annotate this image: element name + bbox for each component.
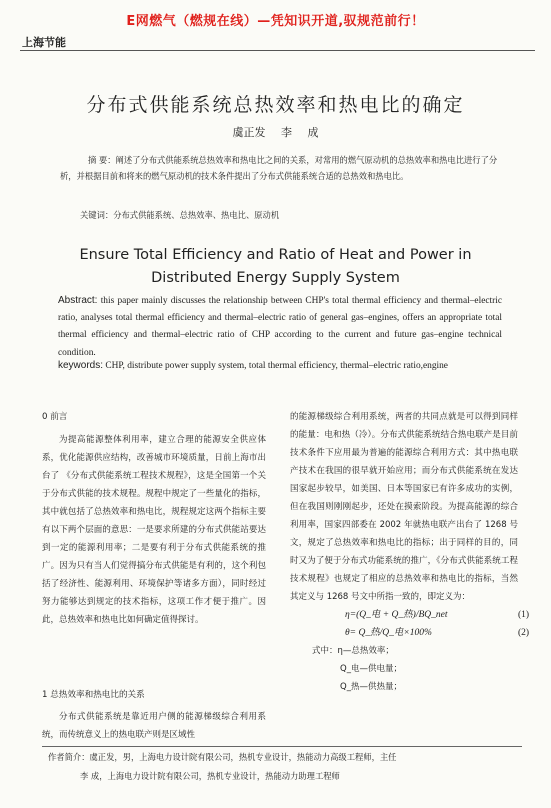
site-banner: E网燃气（燃规在线）—凭知识开道,驭规范前行！ (126, 14, 425, 29)
formula-2 (290, 624, 530, 642)
formula-1-number: (1) (518, 610, 530, 620)
paper-title-en (0, 244, 551, 290)
keywords-en (58, 357, 502, 375)
section-0-heading: 0 前言 (42, 412, 68, 422)
journal-name: 上海节能 (22, 36, 66, 49)
abstract-en-label: Abstract: (58, 295, 98, 306)
header-rule (20, 50, 535, 51)
keywords-en-label: keywords: (58, 360, 104, 371)
section-0 (42, 408, 266, 629)
title-en-line-1: Ensure Total Efficiency and Ratio of Heat and Power in (79, 247, 472, 263)
definition-1: Q_电—供电量； (340, 664, 402, 674)
section-1 (42, 686, 266, 744)
section-1-heading: 1 总热效率和热电比的关系 (42, 690, 145, 700)
title-en-line-2: Distributed Energy Supply System (151, 270, 400, 286)
paper-title-cn: 分布式供能系统总热效率和热电比的确定 (86, 94, 465, 116)
keywords-cn: 关键词：分布式供能系统、总热效率、热电比、原动机 (80, 210, 280, 220)
section-0-paragraph: 为提高能源整体利用率，建立合理的能源安全供应体系，优化能源供应结构，改善城市环境质量，日前上海市出台了 《分布式供能系统工程技术规程》，这是全国第一个关于分布式供能的技术规程。规程中规定了一些量化的指标，其中就包括了总热效率和热电比，规程规定这两个指标主要有以下两个层面的意思：一是要求所建的分布式供能站要达到一定的能源利用率；二是要有利于分布式供能系统的推广。因为只有当人们觉得搞分布式供能是有利的，这个利包括了经济性、能源利用、环境保护等诸多方面），同时经过努力能够达到规定的技术指标，这项工作才便于推广。因此，总热效率和热电比如何确定值得探讨。 (42, 435, 266, 625)
formula-1-expression: η=(Q_电 + Q_热)/BQ_net (345, 610, 448, 620)
definition-2: Q_热—供热量； (340, 682, 402, 692)
section-1-paragraph: 分布式供能系统是靠近用户侧的能源梯级综合利用系统，而传统意义上的热电联产则是区域性 (42, 712, 266, 740)
keywords-en-text: CHP, distribute power supply system, total thermal efficiency, thermal–electric ratio,engine (105, 361, 448, 371)
author-footnote-1: 作者简介：虞正发，男，上海电力设计院有限公司，热机专业设计，热能动力高级工程师，主任 (48, 752, 397, 762)
author-footnote-2: 李 成，上海电力设计院有限公司，热机专业设计，热能动力助理工程师 (80, 771, 340, 781)
footnote-rule (42, 746, 522, 747)
formula-2-number: (2) (518, 628, 530, 638)
variable-definitions (290, 642, 518, 696)
formula-1 (290, 606, 530, 624)
abstract-en (58, 292, 502, 362)
abstract-cn: 摘 要：阐述了分布式供能系统总热效率和热电比之间的关系，对常用的燃气原动机的总热效率和热电比进行了分析，并根据目前和将来的燃气原动机的技术条件提出了分布式供能系统合适的总热效和热电比。 (60, 155, 498, 181)
definitions-intro: 式中：η—总热效率； (312, 646, 394, 656)
right-column-paragraph: 的能源梯级综合利用系统，两者的共同点就是可以得到同样的能量：电和热（冷）。分布式供能系统结合热电联产是目前技术条件下应用最为普遍的能源综合利用方式：其中热电联产技术在我国的很早就开始应用；而分布式供能系统在发达国家起步较早，如美国、日本等国家已有许多成功的实例，但在我国则刚刚起步，还处在摸索阶段。为提高能源的综合利用率，国家四部委在 2002 年就热电联产出台了 1268 号文，规定了总热效率和热电比的指标；出于同样的目的，同时又为了便于分布式功能系统的推广，《分布式供能系统工程技术规程》也规定了相应的总热效率和热电比的指标，当然其定义与 1268 号文中所指一致的，即定义为： (290, 412, 518, 602)
authors-cn: 虞正发 李 成 (232, 126, 319, 139)
right-column (290, 408, 530, 696)
abstract-en-text: this paper mainly discusses the relationship between CHP's total thermal efficiency and thermal–electric ratio, analyses total thermal efficiency and thermal–electric ratio of general gas–engines, offers an appropriate total thermal efficiency and thermal–electric ratio of CHP according to the current and future gas–engine technical condition. (58, 296, 503, 358)
formula-2-expression: θ= Q_热/Q_电×100% (345, 628, 432, 638)
